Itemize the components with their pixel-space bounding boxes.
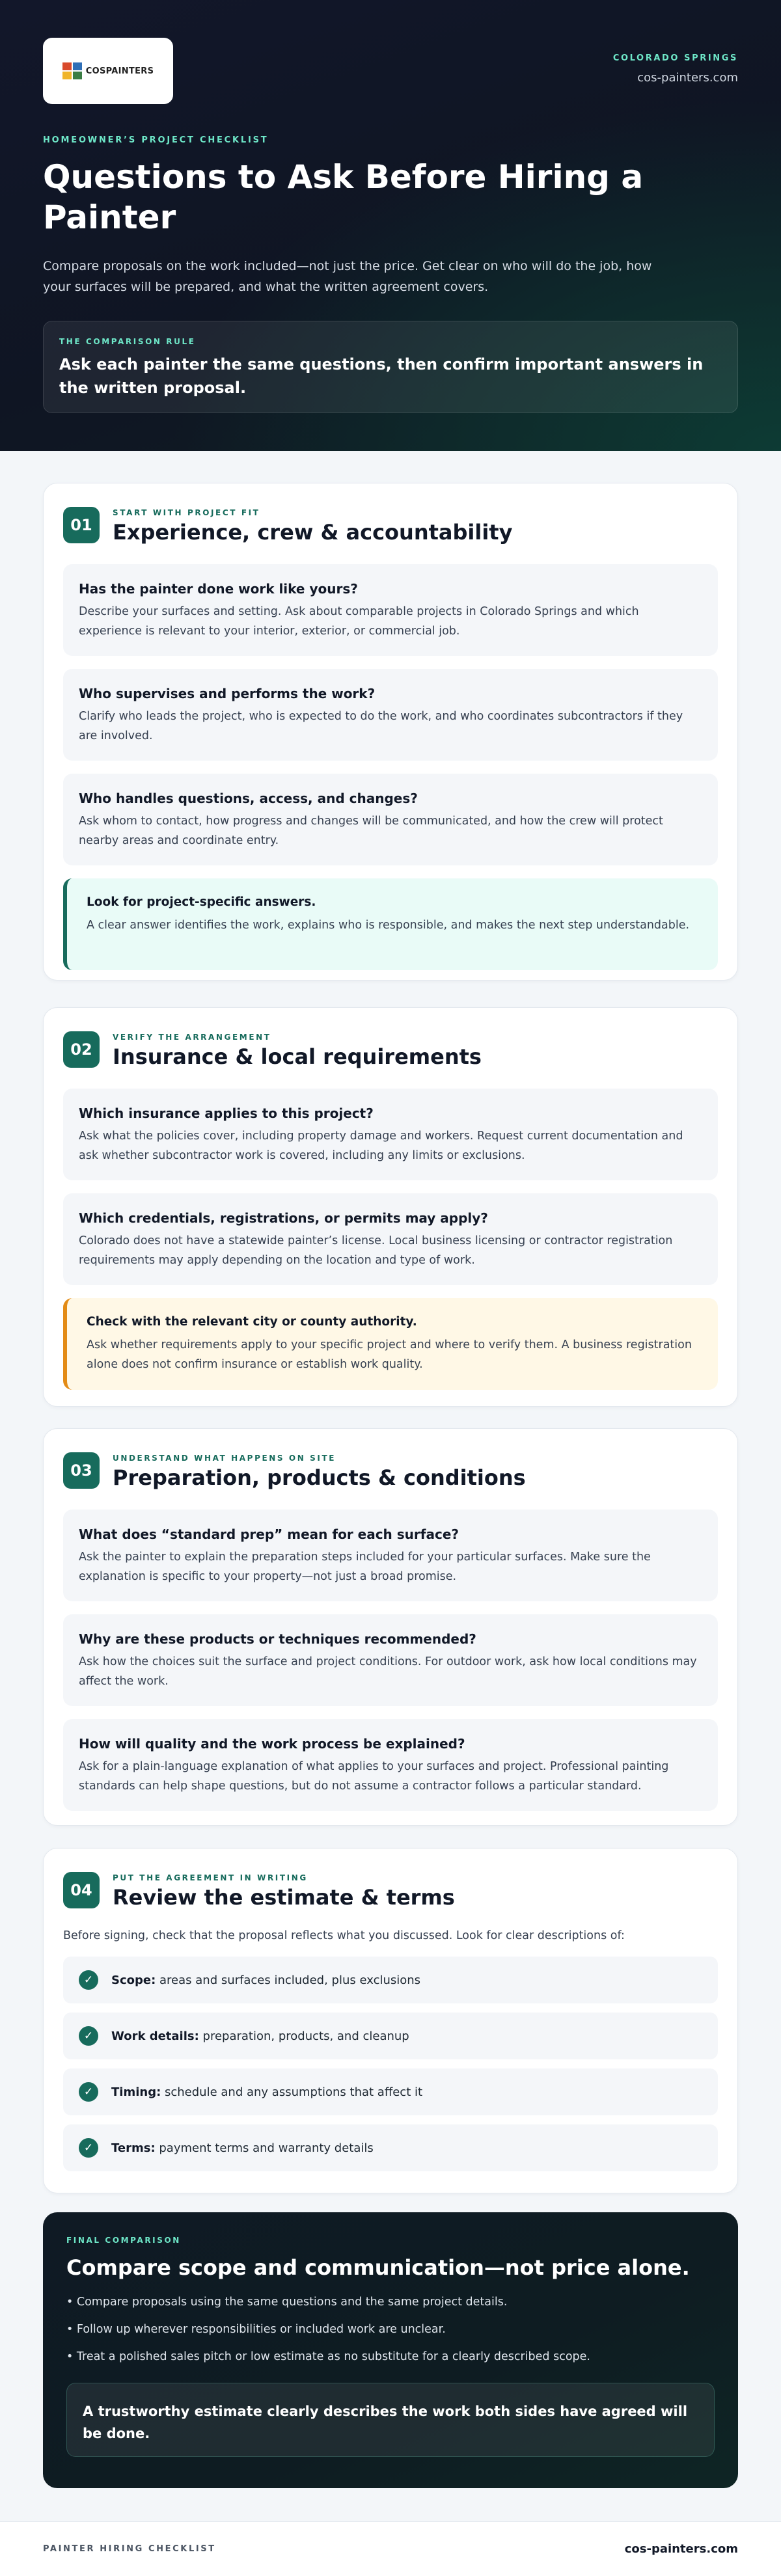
checklist-item: [63, 1957, 718, 2003]
checklist-item: [63, 2013, 718, 2059]
section-header: [63, 1031, 482, 1069]
question-title: What does “standard prep” mean for each surface?: [79, 1526, 459, 1542]
section-estimate: [43, 1848, 738, 2193]
footer-site-link[interactable]: cos-painters.com: [624, 2542, 738, 2556]
final-bullet: • Compare proposals using the same questions and the same project details.: [66, 2296, 508, 2309]
final-bullet-list: [66, 2296, 715, 2363]
checklist-detail: preparation, products, and cleanup: [199, 2029, 409, 2043]
hero-contact: [613, 38, 738, 85]
final-comparison-panel: [43, 2212, 738, 2488]
section-number-badge: 04: [63, 1872, 100, 1908]
question-list: [63, 1089, 718, 1390]
question-body: Ask the painter to explain the preparation steps included for your particular surfaces. Make sure the explanation is specific to your property—not just a broad promise.: [79, 1551, 651, 1583]
question-list: [63, 1510, 718, 1811]
question-body: Ask for a plain-language explanation of what applies to your surfaces and project. Professional painting standards can help shape questions, but do not assume a contractor follows a particular standard.: [79, 1760, 669, 1793]
final-eyebrow: FINAL COMPARISON: [66, 2236, 181, 2245]
question-item: [63, 1193, 718, 1285]
section-title: Review the estimate & terms: [113, 1885, 455, 1910]
question-item: [63, 1719, 718, 1811]
checklist-text: [111, 2085, 422, 2099]
question-title: Which insurance applies to this project?: [79, 1105, 374, 1121]
section-header: [63, 1452, 526, 1490]
section-title: Experience, crew & accountability: [113, 520, 513, 545]
section-preparation: [43, 1428, 738, 1826]
section-number-badge: 02: [63, 1031, 100, 1068]
hero-eyebrow: HOMEOWNER’S PROJECT CHECKLIST: [43, 135, 269, 145]
company-logo[interactable]: [43, 38, 173, 104]
question-item: [63, 1089, 718, 1180]
check-icon: ✓: [79, 2138, 98, 2158]
checklist-item: [63, 2068, 718, 2115]
question-body: Ask how the choices suit the surface and project conditions. For outdoor work, ask how local conditions may affect the work.: [79, 1655, 697, 1688]
question-body: Ask what the policies cover, including property damage and workers. Request current documentation and ask whether subcontractor work is covered, including any limits or exclusions.: [79, 1130, 683, 1162]
final-highlight-box: [66, 2383, 715, 2457]
section-eyebrow: PUT THE AGREEMENT IN WRITING: [113, 1873, 308, 1882]
hero-banner: [0, 0, 781, 451]
page-footer: [0, 2521, 781, 2576]
question-body: Ask whom to contact, how progress and changes will be communicated, and how the crew will protect nearby areas and coordinate entry.: [79, 815, 663, 847]
question-body: Colorado does not have a statewide painter’s license. Local business licensing or contractor registration requirements may apply depending on the location and type of work.: [79, 1234, 673, 1267]
check-icon: ✓: [79, 2026, 98, 2046]
warning-callout: [63, 1298, 718, 1390]
checklist-detail: payment terms and warranty details: [155, 2141, 374, 2155]
question-item: [63, 1614, 718, 1706]
question-title: Who supervises and performs the work?: [79, 686, 376, 701]
question-item: [63, 774, 718, 865]
checklist-label: Timing:: [111, 2085, 161, 2099]
rule-eyebrow: THE COMPARISON RULE: [59, 337, 196, 346]
checklist-item: [63, 2124, 718, 2171]
checklist-text: [111, 1973, 420, 1987]
section-number-badge: 03: [63, 1452, 100, 1489]
section-title: Insurance & local requirements: [113, 1044, 482, 1069]
checklist-detail: schedule and any assumptions that affect it: [161, 2085, 423, 2099]
check-icon: ✓: [79, 2082, 98, 2102]
question-body: Clarify who leads the project, who is expected to do the work, and who coordinates subcontractors if they are involved.: [79, 710, 683, 742]
question-title: How will quality and the work process be explained?: [79, 1736, 465, 1752]
logo-mark-icon: [62, 62, 82, 79]
question-title: Why are these products or techniques recommended?: [79, 1631, 476, 1647]
hero-intro: Compare proposals on the work included—not just the price. Get clear on who will do the job, how your surfaces will be prepared, and what the written agreement covers.: [43, 259, 652, 294]
tip-callout: [63, 878, 718, 970]
section-insurance: [43, 1007, 738, 1407]
checklist-text: [111, 2029, 409, 2043]
section-title: Preparation, products & conditions: [113, 1465, 526, 1490]
question-item: [63, 669, 718, 761]
final-bullet: • Treat a polished sales pitch or low estimate as no substitute for a clearly described scope.: [66, 2350, 590, 2363]
hero-top-bar: [43, 38, 738, 104]
question-title: Which credentials, registrations, or permits may apply?: [79, 1210, 488, 1226]
comparison-rule-box: [43, 321, 738, 413]
section-header: [63, 507, 512, 545]
checklist-label: Scope:: [111, 1973, 156, 1987]
section-number-badge: 01: [63, 507, 100, 543]
hero-location: COLORADO SPRINGS: [612, 53, 738, 63]
question-title: Has the painter done work like yours?: [79, 581, 358, 597]
section-eyebrow: VERIFY THE ARRANGEMENT: [113, 1033, 271, 1042]
question-item: [63, 564, 718, 656]
rule-text: Ask each painter the same questions, then confirm important answers in the written proposal.: [59, 355, 704, 397]
section-eyebrow: UNDERSTAND WHAT HAPPENS ON SITE: [113, 1454, 336, 1463]
callout-title: Look for project-specific answers.: [87, 895, 316, 909]
section-experience: [43, 483, 738, 981]
section-intro: Before signing, check that the proposal reflects what you discussed. Look for clear descriptions of:: [63, 1929, 625, 1942]
callout-body: Ask whether requirements apply to your specific project and where to verify them. A business registration alone does not confirm insurance or establish work quality.: [87, 1338, 692, 1371]
final-highlight-text: A trustworthy estimate clearly describes the work both sides have agreed will be done.: [83, 2404, 688, 2441]
checklist-label: Work details:: [111, 2029, 199, 2043]
logo-text: COSPAINTERS: [85, 66, 154, 76]
question-title: Who handles questions, access, and changes?: [79, 791, 418, 806]
section-header: [63, 1872, 455, 1910]
footer-label: PAINTER HIRING CHECKLIST: [43, 2544, 216, 2554]
final-bullet: • Follow up wherever responsibilities or included work are unclear.: [66, 2323, 446, 2336]
callout-body: A clear answer identifies the work, explains who is responsible, and makes the next step understandable.: [87, 919, 690, 932]
page-title: Questions to Ask Before Hiring a Painter: [43, 158, 644, 236]
check-icon: ✓: [79, 1970, 98, 1990]
hero-site-link[interactable]: cos-painters.com: [637, 71, 738, 85]
question-body: Describe your surfaces and setting. Ask about comparable projects in Colorado Springs and which experience is relevant to your interior, exterior, or commercial job.: [79, 605, 639, 638]
checklist-detail: areas and surfaces included, plus exclusions: [156, 1973, 421, 1987]
checklist-label: Terms:: [111, 2141, 156, 2155]
question-item: [63, 1510, 718, 1601]
final-title: Compare scope and communication—not price alone.: [66, 2255, 690, 2280]
section-eyebrow: START WITH PROJECT FIT: [113, 508, 260, 517]
callout-title: Check with the relevant city or county authority.: [87, 1315, 417, 1329]
checklist-text: [111, 2141, 374, 2155]
question-list: [63, 564, 718, 970]
checklist: [63, 1957, 718, 2171]
